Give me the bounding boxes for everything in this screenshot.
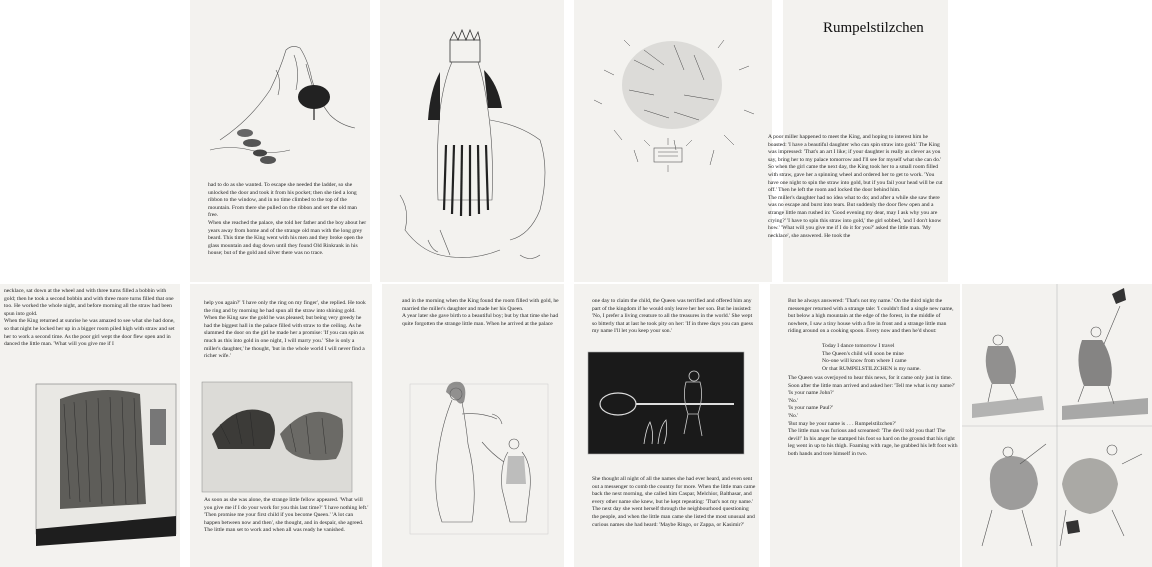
straw-room-illustration	[0, 284, 180, 567]
straw-burst-illustration	[574, 0, 772, 282]
page-straw-room	[0, 284, 180, 567]
page-name-guess	[770, 284, 960, 567]
page-text-2: The Queen was overjoyed to hear this news, for it came only just in time. Soon after the little man arrived and asked her: 'Tell me what is my name?' 'Is your name John?' 'No.' 'Is your name Paul?' 'No.' 'But may be your name is . . . Rumpelstilzchen?' The little man was furious and screamed: 'The devil told you that! The devil!' In his anger he stamped his foot so hard on the ground that his right leg went in up to his thigh. Foaming with rage, he grabbed his left foot with both hands and tore himself in two.	[788, 375, 958, 457]
page-glass-mountain	[190, 0, 370, 282]
page-text: one day to claim the child, the Queen was terrified and offered him any part of the kingdom if he would only leave her her son. But he insisted: 'No, I prefer a living creature to all the treasures in the world.' She wept so bitterly that at last he took pity on her: 'If in three days you can guess my name I'll let you keep your son.'	[592, 298, 754, 335]
page-text-bottom: As soon as she was alone, the strange little fellow appeared. 'What will you give me if I do your work for you this last time?' 'I have nothing left.' 'Then promise me your first child if you become Queen.' 'A lot can happen between now and then', she thought, and in despair, she agreed. The little man set to work and when all was ready he vanished.	[204, 497, 369, 534]
page-title	[768, 0, 948, 282]
page-text: A poor miller happened to meet the King, and hoping to interest him he boasted: 'I have a beautiful daughter who can spin straw into gold.' The King was impressed: 'That's an art I like; if your daughter is really as clever as you say, bring her to my palace tomorrow and I'll see for myself what she can do.' So when the girl came the next day, the King took her to a small room filled with straw, gave her a spinning wheel and ordered her to get to work. 'You have one night to spin the straw into gold, but if you fail your head will be cut off.' Then he left the room and locked the door behind him. The miller's daughter had no idea what to do; and after a while she saw there was no escape and burst into tears. But suddenly the door flew open and a strange little man rushed in: 'Good evening my dear, may I ask why you are crying?' 'I have to spin this straw into gold,' the girl sobbed, 'and I don't know how.' 'What will you give me if I do it for you?' asked the little man. 'My necklace', she answered. He took the	[768, 134, 943, 239]
page-text: necklace, sat down at the wheel and with three turns filled a bobbin with gold; then he took a second bobbin and with three more turns filled that one too. He worked the whole night, and before morning all the straw had been spun into gold. When the King returned at sunrise he was amazed to see what she had done, so that night he locked her up in a bigger room piled high with straw and set her to work a second time. As the poor girl wept the door flew open and in danced the little man. 'What will you give me if I	[4, 288, 175, 348]
page-text: and in the morning when the King found the room filled with gold, he married the miller's daughter and made her his Queen. A year later she gave birth to a beautiful boy; but by that time she had quite forgotten the strange little man. When he arrived at the palace	[402, 298, 559, 327]
book-title: Rumpelstilzchen	[823, 20, 924, 36]
little-man-studies-illustration	[962, 284, 1152, 567]
queen-little-man-illustration	[382, 284, 564, 567]
page-queen-and-little-man	[382, 284, 564, 567]
page-straw-burst	[574, 0, 772, 282]
page-text: had to do as she wanted. To escape she needed the ladder, so she unlocked the door and took it from his pocket; then she tied a long ribbon to the window, and in no time climbed to the top of the mountain. From there she pulled on the ribbon and set the old man free. When she reached the palace, she told her father and the boy about her years away from home and of the strange old man with the long grey beard. This time the King went with his men and they broke open the glass mountain and dug down until they found Old Rinkrank in his house; but of the gold and silver there was no trace.	[208, 182, 367, 257]
page-text: help you again?' 'I have only the ring on my finger', she replied. He took the ring and by morning he had spun all the straw into shining gold. When the King saw the gold he was pleased; but being very greedy he had the biggest hall in the palace filled with straw to the ceiling. As he slammed the door on the girl he made her a promise: 'If you can spin as much as this into gold in one night, I will marry you.' 'She is only a miller's daughter,' he thought, 'but in the whole world I will never find a richer wife.'	[204, 300, 366, 360]
rumpelstilzchen-poem: Today I dance tomorrow I travel The Queen's child will soon be mine No-one will know from where I came Or that RUMPELSTILZCHEN is my name.	[822, 343, 921, 372]
page-queen-illustration	[380, 0, 564, 282]
queen-illustration	[380, 0, 564, 282]
page-little-man-on-spoon	[574, 284, 759, 567]
page-two-mounds	[190, 284, 372, 567]
page-text: But he always answered: 'That's not my name.' On the third night the messenger returned with a strange tale: 'I couldn't find a single new name, but below a high mountain at the edge of the forest, in the middle of nowhere, I saw a tiny house with a fire in front and a strange little man riding around on a cooking spoon. Every now and then he'd shout:	[788, 298, 954, 335]
page-figure-studies	[962, 284, 1152, 567]
page-text-bottom: She thought all night of all the names she had ever heard, and even sent out a messenger to comb the country for more. When the little man came back the next morning, she called him Caspar, Melchior, Balthasar, and every other name she knew, but he kept repeating: 'That's not my name.' The next day she went herself through the neighbourhood questioning the people, and when the little man came she listed the most unusual and curious names she had heard: 'Maybe Ringo, or Zappa, or Kasimir?'	[592, 476, 756, 528]
